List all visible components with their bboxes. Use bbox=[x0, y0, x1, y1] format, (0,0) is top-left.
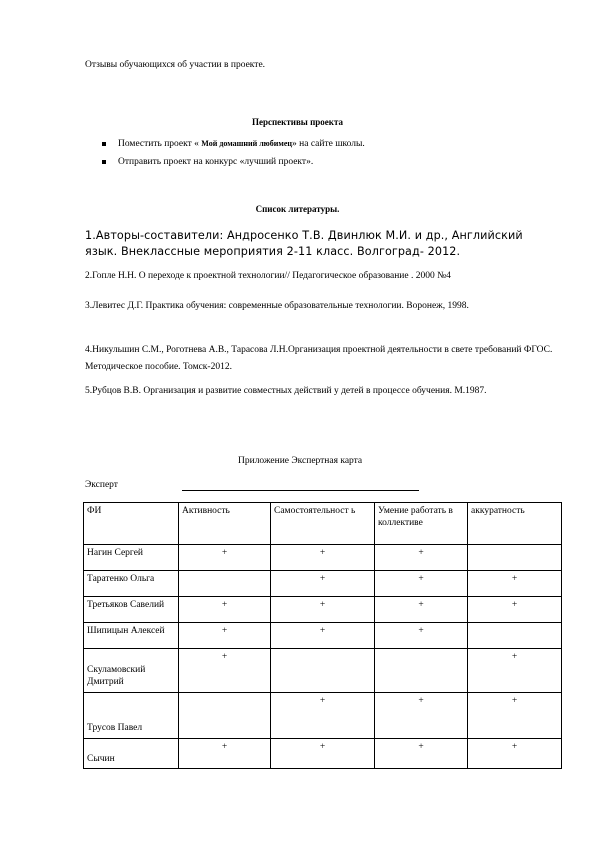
mark-cell: + bbox=[468, 693, 562, 739]
bullet-icon bbox=[102, 142, 106, 146]
student-name: Сычин bbox=[84, 739, 179, 769]
mark-cell: + bbox=[271, 597, 375, 623]
mark-cell: + bbox=[468, 597, 562, 623]
column-header: Активность bbox=[179, 503, 271, 545]
mark-cell: + bbox=[179, 545, 271, 571]
mark-cell: + bbox=[375, 545, 468, 571]
mark-cell: + bbox=[271, 693, 375, 739]
mark-cell: + bbox=[375, 597, 468, 623]
mark-cell: + bbox=[271, 545, 375, 571]
expert-card-table bbox=[83, 502, 562, 769]
perspective-item-suffix: » на сайте школы. bbox=[292, 139, 365, 149]
mark-cell bbox=[179, 571, 271, 597]
table-row bbox=[84, 693, 562, 739]
mark-cell: + bbox=[271, 571, 375, 597]
appendix-title: Приложение Экспертная карта bbox=[238, 456, 363, 466]
mark-cell bbox=[179, 693, 271, 739]
literature-item-4: 4.Никульшин С.М., Роготнева А.В., Тарасова Л.Н.Организация проектной деятельности в свете требований ФГОС. Методическое пособие. Томск-2012. bbox=[85, 345, 553, 372]
student-name: Третьяков Савелий bbox=[84, 597, 179, 623]
table-row bbox=[84, 649, 562, 693]
mark-cell: + bbox=[179, 623, 271, 649]
table-row bbox=[84, 571, 562, 597]
table-row bbox=[84, 623, 562, 649]
perspective-item bbox=[102, 139, 365, 149]
mark-cell: + bbox=[179, 739, 271, 769]
perspectives-title: Перспективы проекта bbox=[251, 117, 343, 127]
table-row bbox=[84, 597, 562, 623]
student-name: Таратенко Ольга bbox=[84, 571, 179, 597]
mark-cell: + bbox=[468, 571, 562, 597]
student-name: Трусов Павел bbox=[84, 693, 179, 739]
table-row bbox=[84, 739, 562, 769]
perspective-item bbox=[102, 157, 313, 167]
mark-cell bbox=[375, 649, 468, 693]
literature-item-2: 2.Гопле Н.Н. О переходе к проектной технологии// Педагогическое образование . 2000 №4 bbox=[85, 271, 451, 281]
mark-cell bbox=[468, 545, 562, 571]
table-row bbox=[84, 545, 562, 571]
literature-title: Список литературы. bbox=[255, 204, 340, 214]
literature-item-3: 3.Левитес Д.Г. Практика обучения: современные образовательные технологии. Воронеж, 1998. bbox=[85, 301, 469, 311]
literature-item-5: 5.Рубцов В.В. Организация и развитие совместных действий у детей в процессе обучения. М.1987. bbox=[85, 386, 487, 396]
student-name: Нагин Сергей bbox=[84, 545, 179, 571]
mark-cell: + bbox=[179, 597, 271, 623]
mark-cell: + bbox=[375, 571, 468, 597]
mark-cell bbox=[468, 623, 562, 649]
feedback-heading: Отзывы обучающихся об участии в проекте. bbox=[85, 60, 266, 70]
literature-item-1: 1.Авторы-составители: Андросенко Т.В. Двинлюк М.И. и др., Английский язык. Внеклассные мероприятия 2-11 класс. Волгоград- 2012. bbox=[85, 229, 523, 258]
perspective-item-text: Отправить проект на конкурс «лучший проект». bbox=[118, 157, 314, 167]
student-name: Шипицын Алексей bbox=[84, 623, 179, 649]
column-header: Умение работать в коллективе bbox=[375, 503, 468, 545]
perspective-item-prefix: Поместить проект « bbox=[118, 139, 202, 149]
column-header: ФИ bbox=[84, 503, 179, 545]
column-header: Самостоятельност ь bbox=[271, 503, 375, 545]
mark-cell: + bbox=[271, 623, 375, 649]
mark-cell: + bbox=[375, 693, 468, 739]
mark-cell: + bbox=[375, 739, 468, 769]
mark-cell: + bbox=[179, 649, 271, 693]
mark-cell: + bbox=[375, 623, 468, 649]
expert-signature-line bbox=[182, 490, 419, 491]
project-name: Мой домашний любимец bbox=[201, 139, 293, 148]
mark-cell: + bbox=[468, 649, 562, 693]
bullet-icon bbox=[102, 160, 106, 164]
student-name: Скуламовский Дмитрий bbox=[84, 649, 179, 693]
mark-cell: + bbox=[468, 739, 562, 769]
expert-label: Эксперт bbox=[85, 480, 118, 490]
column-header: аккуратность bbox=[468, 503, 562, 545]
table-header-row bbox=[84, 503, 562, 545]
mark-cell: + bbox=[271, 739, 375, 769]
mark-cell bbox=[271, 649, 375, 693]
